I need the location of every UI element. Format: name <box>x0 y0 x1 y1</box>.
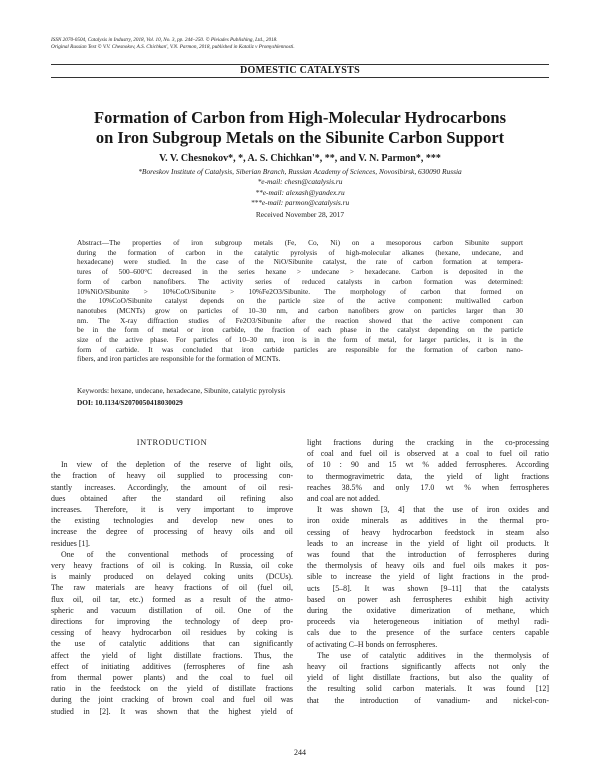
body-text-line: of coal and fuel oil is observed at a coal to fuel oil ratio <box>307 449 549 459</box>
body-text-line: during the joint cracking of brown coal and fuel oil was <box>51 695 293 705</box>
body-text-line: the thermolysis of heavy oils and fuel oils makes it pos- <box>307 561 549 571</box>
body-text-line: spheric and vacuum distillation of oil. One of the <box>51 605 293 615</box>
section-rule-bottom <box>51 77 549 78</box>
body-text-line: the use of catalytic additions that can significantly <box>51 639 293 649</box>
body-text-line: cessing of heavy hydrocarbon feedstock in steam also <box>307 527 549 537</box>
body-text-line: residues [1]. <box>51 538 91 548</box>
body-text-line: sible to increase the yield of light fractions in the prod- <box>307 572 549 582</box>
left-column <box>51 437 293 717</box>
abstract-line: nanotubes (MCNTs) grow on particles of 10–30 nm, and carbon nanofibers grow on particles larger than 30 <box>77 305 523 315</box>
original-text-note: Original Russian Text © V.V. Chesnokov, A.S. Chichkan', V.N. Parmon, 2018, published in Kataliz v Promyshlennosti. <box>51 44 295 50</box>
introduction-heading: INTRODUCTION <box>136 438 208 447</box>
abstract-line: Abstract—The properties of iron subgroup metals (Fe, Co, Ni) on a mesoporous carbon Sibunite support <box>77 238 523 247</box>
body-text-line: to thermogravimetric data, the yield of light fractions <box>307 471 549 481</box>
body-text-line: flux oil, oil tar, etc.) formed as a result of the atmo- <box>51 594 293 604</box>
body-text-line: and coal are not added. <box>307 494 380 504</box>
received-date: Received November 28, 2017 <box>255 210 345 219</box>
section-label: DOMESTIC CATALYSTS <box>240 65 360 76</box>
abstract-line: hexadecane) were studied. In the case of the NiO/Sibunite catalyst, the rate of carbon formation at tempera- <box>77 257 523 267</box>
journal-header <box>51 37 551 51</box>
body-text-line: effect of initiating additives (ferrospheres of fine ash <box>51 661 293 671</box>
abstract-line: size of the active phase. For particles of 10–30 nm, iron is in the form of metal, for larger particles, it is in the <box>77 335 523 345</box>
body-text-line: during the oxidative dimerization of methane, which <box>307 606 549 616</box>
body-text-line: stantly increases. Accordingly, the amount of oil resi- <box>51 482 293 492</box>
section-banner <box>51 64 549 78</box>
abstract-line: tures of 500–600°C decreased in the series hexane > undecane > hexadecane. Carbon is deposited in the <box>77 267 523 277</box>
body-text-line: ucts [5–8]. It was shown [9–11] that the catalysts <box>307 583 549 593</box>
email-line: *e-mail: chesn@catalysis.ru <box>257 177 343 187</box>
body-text-line: leads to an increase in the yield of light oil products. It <box>307 538 549 548</box>
body-text-line: It was shown [3, 4] that the use of iron oxides and <box>317 505 549 515</box>
email-line: **e-mail: alexash@yandex.ru <box>255 187 345 197</box>
body-text-line: studied in [2]. It was shown that the highest yield of <box>51 706 293 716</box>
body-text-line: of activating C–H bonds on ferrospheres. <box>307 639 438 649</box>
body-text-line: One of the conventional methods of processing of <box>61 549 293 559</box>
body-text-line: was found that the introduction of ferrospheres during <box>307 550 549 560</box>
abstract-line: fibers, and iron particles are responsible for the formation of MCNTs. <box>77 354 281 364</box>
body-text-line: The use of catalytic additives in the thermolysis of <box>317 650 549 660</box>
body-text-line: affect the yield of light distillate fractions. Thus, the <box>51 650 293 660</box>
abstract-line: 10%NiO/Sibunite > 10%CoO/Sibunite > 10%Fe2O3/Sibunite. The morphology of carbon that formed on <box>77 286 523 296</box>
body-text-line: is mainly produced on delayed coking units (DCUs). <box>51 572 293 582</box>
abstract-line: be in the form of metal or iron carbide, the fraction of each phase in the catalyst depending on the particle <box>77 325 523 335</box>
body-text-line: The raw materials are heavy fractions of oil (fuel oil, <box>51 583 293 593</box>
body-text-line: increase the degree of processing of heavy oils and oil <box>51 527 293 537</box>
keywords: Keywords: hexane, undecane, hexadecane, Sibunite, catalytic pyrolysis <box>77 386 286 395</box>
abstract-line: nm. The X-ray diffraction studies of Fe2O3/Sibunite after the reaction showed that the active component can <box>77 315 523 325</box>
email-line: ***e-mail: parmon@catalysis.ru <box>250 198 350 208</box>
body-text-line: of 10 : 90 and 15 wt % added ferrospheres. According <box>307 460 549 470</box>
body-text-line: In view of the depletion of the reserve of light oils, <box>61 460 293 470</box>
abstract-line: the 10%CoO/Sibunite catalyst depends on the particle size of the active component: multiwalled carbon <box>77 296 523 306</box>
journal-citation: ISSN 2070-0504, Catalysis in Industry, 2018, Vol. 10, No. 3, pp. 244–250. © Pleiades Publishing, Ltd., 2018. <box>51 37 278 43</box>
body-text-line: cals due to the presence of the surface centers capable <box>307 628 549 638</box>
affiliations <box>60 167 540 209</box>
body-text-line: directions for improving the technology of deep pro- <box>51 617 293 627</box>
article-title <box>60 108 540 148</box>
body-text-line: heavy oil fractions significantly affects not only the <box>307 662 549 672</box>
body-text-line: light fractions during the cracking in the co-processing <box>307 438 549 447</box>
abstract-line: form of carbide. It was concluded that iron carbide particles are responsible for the formation of carbon nano- <box>77 344 523 354</box>
body-text-line: the existing technologies and develop new ones to <box>51 516 293 526</box>
body-text-line: cessing of heavy hydrocarbon oil residues by coking is <box>51 628 293 638</box>
title-line: Formation of Carbon from High-Molecular Hydrocarbons <box>93 108 507 127</box>
abstract <box>77 238 523 364</box>
body-text-line: ratio in the feedstock on the yield of distillate fractions <box>51 684 293 694</box>
body-text-line: that the introduction of vanadium- and nickel-con- <box>307 695 549 705</box>
affiliation-institute: *Boreskov Institute of Catalysis, Siberian Branch, Russian Academy of Sciences, Novosibirsk, 630090 Russia <box>138 167 462 176</box>
title-line: on Iron Subgroup Metals on the Sibunite Carbon Support <box>95 128 505 147</box>
body-text-line: the fraction of heavy oil supplied to processing con- <box>51 471 293 481</box>
body-text-line: very heavy fractions of oil is coking. In Russia, oil coke <box>51 561 293 571</box>
right-column <box>307 437 549 706</box>
abstract-line: form of carbon nanofibers. The activity series of reduced catalysts in carbon formation was determined: <box>77 276 523 286</box>
body-text-line: reaches 38.5% and only 17.0 wt % when ferrospheres <box>307 482 549 492</box>
page-number: 244 <box>294 748 306 757</box>
body-text-line: iron oxide minerals as additives in the thermal pro- <box>307 516 549 526</box>
body-text-line: based on power ash ferrospheres exhibit high activity <box>307 594 549 604</box>
doi-link[interactable]: DOI: 10.1134/S2070050418030029 <box>77 398 183 407</box>
body-text-line: dues obtained after the standard oil refining also <box>51 493 293 503</box>
body-text-line: yield of light distillate fractions, but also the quality of <box>307 673 549 683</box>
author-list: V. V. Chesnokov*, *, A. S. Chichkan'*, **, and V. N. Parmon*, *** <box>159 153 441 164</box>
body-text-line: increases. Therefore, it is very important to improve <box>51 505 293 514</box>
body-text-line: proceeds via heterogeneous initiation of methyl radi- <box>307 617 549 627</box>
body-text-line: from thermal power plants) and the coal to fuel oil <box>51 673 293 683</box>
body-text-line: the resulting solid carbon materials. It was found [12] <box>307 684 549 694</box>
abstract-line: during the formation of carbon in the catalytic pyrolysis of high-molecular alkanes (hexane, undecane, and <box>77 247 523 257</box>
